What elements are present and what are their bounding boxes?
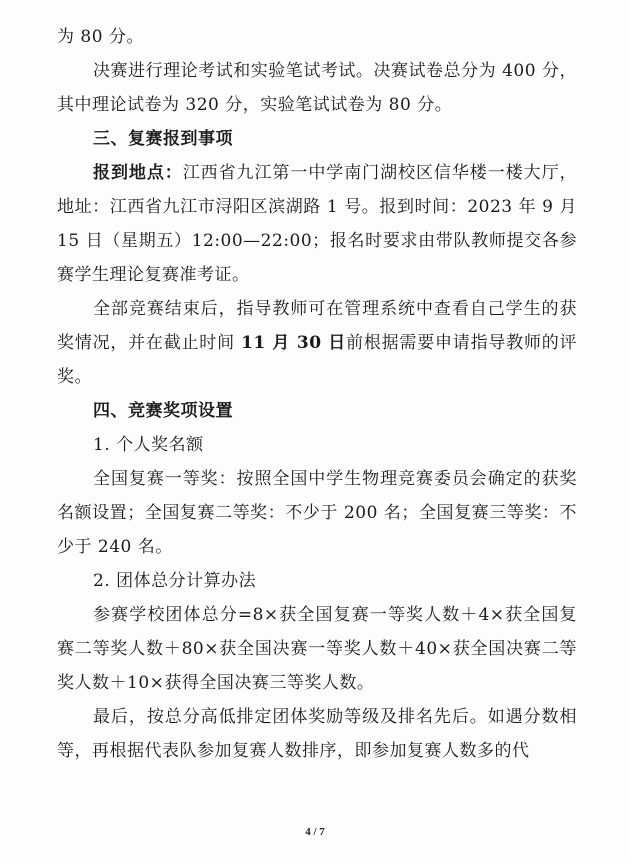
registration-label: 报到地点：: [93, 163, 183, 183]
registration-text: 江西省九江第一中学南门湖校区信华楼一楼大厅，地址：江西省九江市浔阳区滨湖路 1 号。报到时间：2023 年 9 月 15 日（星期五）12:00—22:00；报名时要求由带队教师提交各参赛学生理论复赛准考证。: [57, 163, 578, 285]
paragraph-teacher-award: [57, 292, 577, 394]
document-body: [57, 20, 577, 768]
subheading-individual-quota: 1. 个人奖名额: [93, 435, 204, 455]
section-heading-awards: 四、竞赛奖项设置: [93, 401, 233, 421]
paragraph-quota: 全国复赛一等奖：按照全国中学生物理竞赛委员会确定的获奖名额设置；全国复赛二等奖：不少于 200 名；全国复赛三等奖：不少于 240 名。: [57, 469, 577, 557]
paragraph-registration: [57, 156, 577, 292]
subheading-team-score: 2. 团体总分计算办法: [93, 571, 257, 591]
paragraph-final-exam: 决赛进行理论考试和实验笔试考试。决赛试卷总分为 400 分，其中理论试卷为 320 分，实验笔试试卷为 80 分。: [57, 61, 577, 115]
deadline-date: 11 月 30 日: [241, 333, 347, 353]
page-number: 4 / 7: [305, 826, 325, 838]
teacher-award-text-a: 全部竞赛结束后，指导教师可在管理系统中查看自己学生的获奖情况，并在截止时间: [57, 299, 577, 353]
paragraph-continuation: 为 80 分。: [57, 27, 144, 47]
paragraph-ranking: 最后，按总分高低排定团体奖励等级及排名先后。如遇分数相等，再根据代表队参加复赛人数排序，即参加复赛人数多的代: [57, 707, 577, 761]
paragraph-formula: 参赛学校团体总分=8×获全国复赛一等奖人数＋4×获全国复赛二等奖人数＋80×获全国决赛一等奖人数＋40×获全国决赛二等奖人数＋10×获得全国决赛三等奖人数。: [57, 605, 577, 693]
teacher-award-text-c: 前根据需要申请指导教师的评奖。: [57, 333, 578, 387]
section-heading-registration: 三、复赛报到事项: [93, 129, 233, 149]
